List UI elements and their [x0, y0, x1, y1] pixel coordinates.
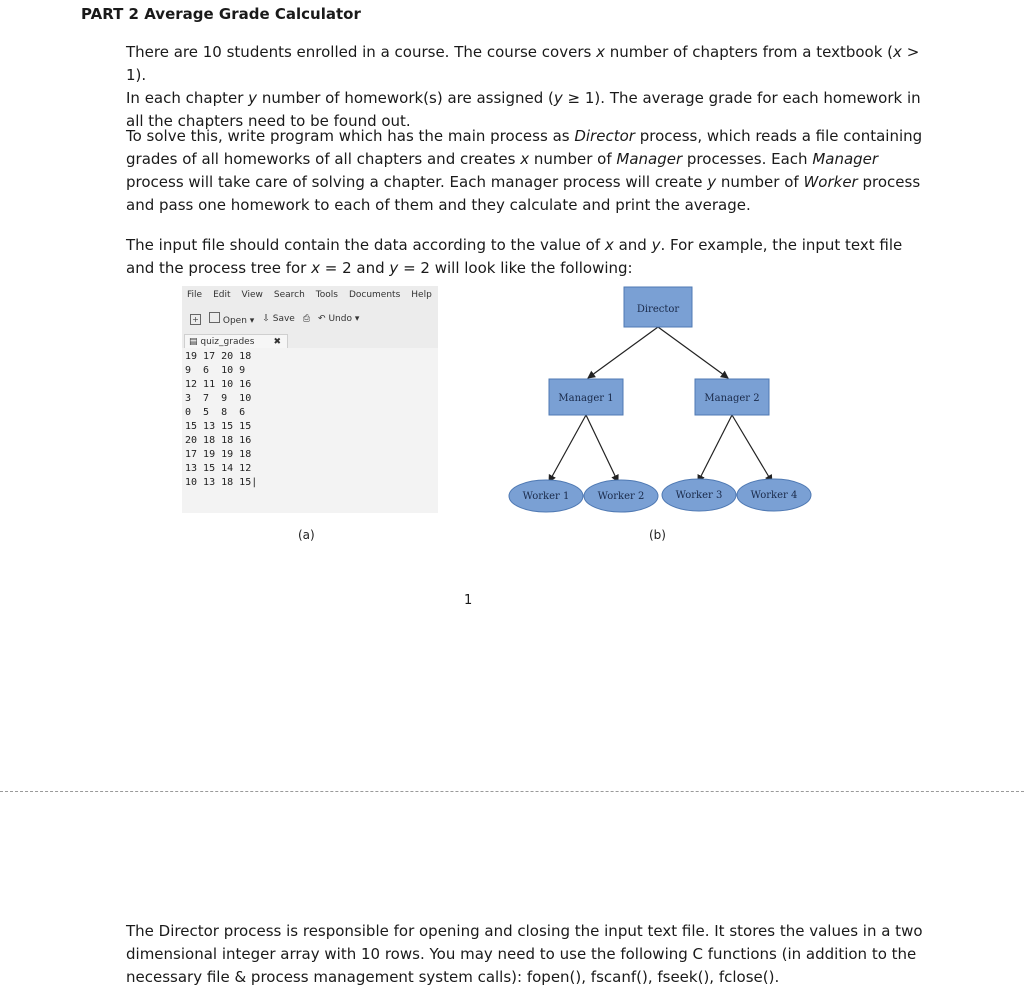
- grade-line: 19 17 20 18: [185, 351, 252, 362]
- director-label: Director: [636, 304, 680, 315]
- edge-manager1-worker1: [549, 415, 586, 482]
- paragraph-director-details: The Director process is responsible for opening and closing the input text file. It stores the values in a two dimensional integer array with 10 rows. You may need to use the following C functions (in addition to the necessary file & process management system calls): fopen(), fscanf(), fseek(), fclose().: [126, 922, 923, 986]
- editor-text-area[interactable]: [182, 348, 438, 513]
- menu-help[interactable]: Help: [411, 290, 432, 300]
- menu-view[interactable]: View: [241, 290, 263, 300]
- menu-documents[interactable]: Documents: [348, 290, 401, 300]
- grade-line: 0 5 8 6: [185, 407, 246, 418]
- grade-line: 12 11 10 16: [185, 379, 252, 390]
- edge-manager2-worker4: [732, 415, 772, 482]
- tab-quiz-grades[interactable]: [184, 334, 288, 348]
- grade-line: 9 6 10 9: [185, 365, 246, 376]
- grade-line: 3 7 9 10: [185, 393, 252, 404]
- editor-toolbar: [190, 312, 359, 326]
- print-icon[interactable]: ⎙: [302, 314, 311, 324]
- menu-file[interactable]: File: [187, 290, 203, 300]
- worker-label: Worker 1: [522, 491, 570, 502]
- caption-a: (a): [298, 528, 315, 542]
- grade-line: 20 18 18 16: [185, 435, 252, 446]
- new-file-icon[interactable]: +: [190, 314, 201, 325]
- undo-button[interactable]: ↶ Undo ▾: [318, 314, 360, 324]
- page-heading: PART 2 Average Grade Calculator: [81, 5, 361, 23]
- grade-line: 15 13 15 15: [185, 421, 252, 432]
- process-tree-diagram: [505, 285, 825, 517]
- menu-search[interactable]: Search: [273, 290, 305, 300]
- paragraph-solution-description: To solve this, write program which has the main process as Director process, which reads a file containing grades of all homeworks of all chapters and creates x number of Manager processes. Each Manager process will take care of solving a chapter. Each manager process will create y number of Worker process and pass one homework to each of them and they calculate and print the average.: [126, 127, 923, 214]
- manager-label: Manager 2: [704, 393, 760, 404]
- download-icon: ⇩: [262, 314, 270, 324]
- save-button[interactable]: ⇩ Save: [262, 314, 295, 324]
- edge-director-manager1: [588, 327, 658, 378]
- document-icon: ▤: [189, 337, 198, 347]
- editor-menubar: [187, 290, 432, 300]
- tab-label: quiz_grades: [200, 337, 255, 347]
- edge-manager1-worker2: [586, 415, 618, 482]
- page-break-divider: [0, 791, 1024, 792]
- file-icon: [209, 312, 220, 323]
- worker-label: Worker 2: [597, 491, 645, 502]
- page-number: 1: [464, 593, 473, 608]
- open-button[interactable]: Open ▾: [209, 312, 254, 326]
- edge-director-manager2: [658, 327, 728, 378]
- menu-tools[interactable]: Tools: [315, 290, 338, 300]
- close-icon[interactable]: ✖: [273, 337, 281, 347]
- paragraph-problem-statement: There are 10 students enrolled in a course. The course covers x number of chapters from a textbook (x > 1). In each chapter y number of homework(s) are assigned (y ≥ 1). The average grade for each homework in all the chapters need to be found out.: [126, 43, 921, 130]
- caption-b: (b): [649, 528, 666, 542]
- text-editor-screenshot: [182, 286, 438, 513]
- grade-line: 10 13 18 15|: [185, 477, 258, 488]
- grade-line: 17 19 19 18: [185, 449, 252, 460]
- edge-manager2-worker3: [698, 415, 732, 482]
- undo-icon: ↶: [318, 314, 326, 324]
- grade-line: 13 15 14 12: [185, 463, 252, 474]
- worker-label: Worker 3: [675, 490, 723, 501]
- paragraph-input-example: The input file should contain the data according to the value of x and y. For example, the input text file and the process tree for x = 2 and y = 2 will look like the following:: [126, 236, 903, 277]
- menu-edit[interactable]: Edit: [213, 290, 231, 300]
- manager-label: Manager 1: [558, 393, 614, 404]
- worker-label: Worker 4: [750, 490, 798, 501]
